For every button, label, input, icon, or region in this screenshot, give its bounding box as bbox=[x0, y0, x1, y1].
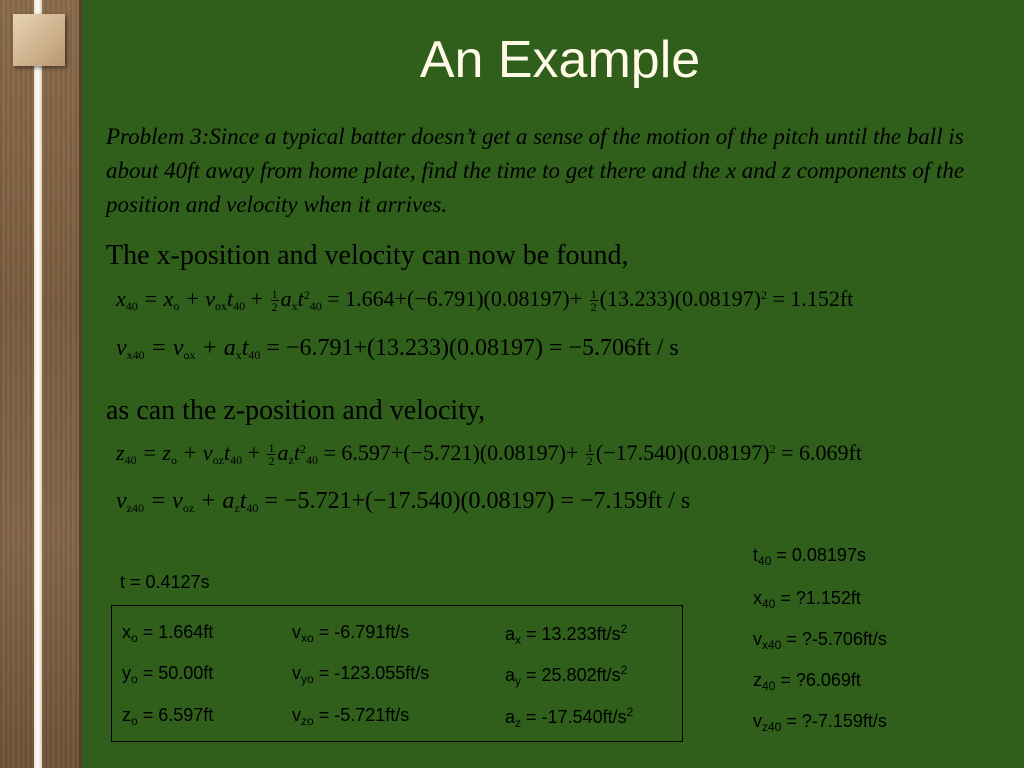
table-row bbox=[112, 663, 682, 693]
result-x-position: $x_{40}$ = ?1.152ft bbox=[753, 588, 861, 611]
sidebar-edge bbox=[79, 0, 82, 768]
position-cell: $z_o = 6.597ft$ bbox=[122, 705, 214, 728]
result-time: $t_{40} = 0.08197s$ bbox=[753, 545, 866, 568]
x-heading: The x-position and velocity can now be found, bbox=[106, 240, 629, 271]
velocity-cell: $v_{xo} = -6.791ft/s$ bbox=[292, 622, 410, 645]
x-velocity-equation: $v_{x40} = v_{ox} + a_xt_{40} = -6.791+(13.233)(0.08197) = -5.706ft / s$ bbox=[116, 335, 679, 362]
problem-statement: Problem 3:Since a typical batter doesn’t get a sense of the motion of the pitch until the ball is about 40ft away from home plate, find the time to get there and the x and z components of the position and velocity when it arrives. bbox=[106, 124, 965, 217]
result-x-velocity: $v_{x40}$ = ?-5.706ft/s bbox=[753, 629, 887, 652]
fraction: $\frac{1}{2}$ bbox=[268, 441, 275, 469]
result-z-position: $z_{40}$ = ?6.069ft bbox=[753, 670, 861, 693]
fraction: $\frac{1}{2}$ bbox=[586, 441, 593, 469]
sidebar-tile bbox=[13, 14, 65, 66]
acceleration-cell: $a_x = 13.233ft/s^2$ bbox=[505, 622, 628, 647]
acceleration-cell: $a_z = -17.540ft/s^2$ bbox=[505, 705, 634, 730]
table-row bbox=[112, 622, 682, 652]
table-row bbox=[112, 705, 682, 735]
fraction: $\frac{1}{2}$ bbox=[590, 287, 597, 315]
sidebar-decoration bbox=[0, 0, 82, 768]
sidebar-stripe bbox=[34, 0, 42, 768]
slide-title: An Example bbox=[419, 31, 701, 89]
x-position-equation: $x_{40} = x_o + v_{ox}t_{40}$ + $\frac{1}{2}$ $a_xt^2_{40} = 1.664+(-6.791)(0.08197)+$ $\frac{1}{2}$ $(13.233)(0.08197)^2 = 1.152ft$ bbox=[116, 286, 854, 315]
result-z-velocity: $v_{z40}$ = ?-7.159ft/s bbox=[753, 711, 887, 734]
z-velocity-equation: $v_{z40} = v_{oz} + a_zt_{40} = -5.721+(-17.540)(0.08197) = -7.159ft / s$ bbox=[116, 488, 691, 515]
velocity-cell: $v_{yo} = -123.055ft/s$ bbox=[292, 663, 430, 686]
position-cell: $x_o = 1.664ft$ bbox=[122, 622, 214, 645]
initial-conditions-table bbox=[111, 605, 683, 742]
z-heading: as can the z-position and velocity, bbox=[106, 395, 486, 426]
acceleration-cell: $a_y = 25.802ft/s^2$ bbox=[505, 663, 628, 688]
velocity-cell: $v_{zo} = -5.721ft/s$ bbox=[292, 705, 410, 728]
position-cell: $y_o = 50.00ft$ bbox=[122, 663, 214, 686]
z-position-equation: $z_{40} = z_o + v_{oz}t_{40}$ + $\frac{1}{2}$ $a_zt^2_{40} = 6.597+(-5.721)(0.08197)+$ $\frac{1}{2}$ $(-17.540)(0.08197)^2 = 6.069ft$ bbox=[116, 440, 862, 469]
fraction: $\frac{1}{2}$ bbox=[271, 287, 278, 315]
time-label: t = 0.4127s bbox=[120, 572, 210, 592]
